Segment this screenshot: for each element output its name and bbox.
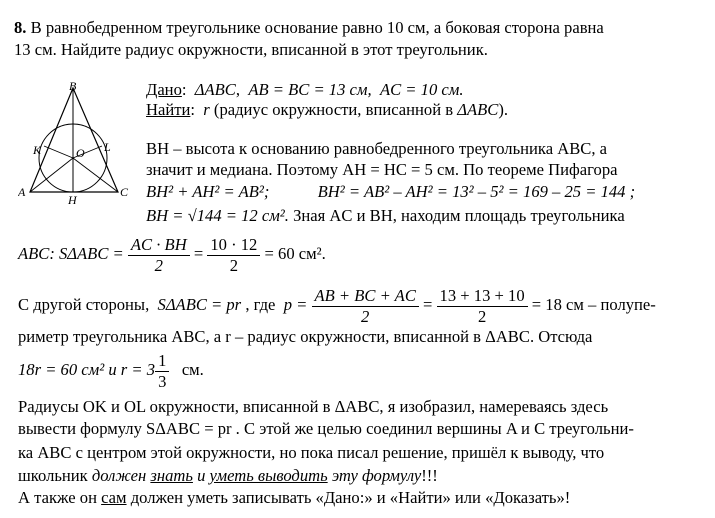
pythagoras-eq: BH² + AH² = AB²; [146,182,270,201]
find-end: ). [498,100,508,119]
radius-fraction-den: 3 [158,371,167,391]
other-side-text: С другой стороны, [18,295,150,314]
given-triangle: ΔABC [194,80,236,99]
perimeter-text: риметр треугольника ABC, а r – радиус окружности, вписанной в ΔABC. Отсюда [18,327,593,346]
comment-line-4 [18,466,438,486]
p-fraction-1-num: AB + BC + AC [312,286,419,307]
given-eq-base: AC = 10 см. [379,80,464,99]
find-triangle: ΔABC [457,100,499,119]
radius-equation: 18r = 60 см² и r = 3 [18,360,156,379]
radius-ok [44,146,73,158]
area-fraction-1-num: AC · BH [128,235,190,256]
comment-5-rest: должен уметь записывать «Дано:» и «Найти» или «Доказать»! [130,488,571,507]
p-fraction-2-den: 2 [477,306,487,326]
area-fraction-1 [128,235,190,276]
radius-fraction [155,351,169,392]
solution-line-3 [146,182,635,202]
area-lhs: ABC: SΔABC = [18,244,124,263]
solution-line-1 [146,139,607,159]
comment-4-derive: уметь выводить [209,466,328,485]
bh-square-eq: BH² = AB² – AH² = 13² – 5² = 169 – 25 = 144 ; [317,182,636,201]
bh-value-eq: BH = √144 = 12 см². [146,206,289,225]
given-label: Дано [146,80,182,99]
area-fraction-2-num: 10 · 12 [207,235,260,256]
area-fraction-2 [207,235,260,276]
area-result: = 60 см². [264,244,326,263]
solution-text-1: BH – высота к основанию равнобедренного треугольника ABC, а [146,139,608,158]
comment-line-5 [18,488,570,508]
p-fraction-1 [312,286,419,327]
comment-5-a: А также он [18,488,97,507]
spr-formula: SΔABC = pr [157,295,242,314]
problem-text-2: 13 см. Найдите радиус окружности, вписанной в этот треугольник. [14,40,488,59]
comment-line-1 [18,397,608,417]
find-line: Найти: r (радиус окружности, вписанной в ΔABC). [146,100,508,119]
p-fraction-2 [437,286,528,327]
comment-text-3: ка ABC с центром этой окружности, но пока писал решение, пришёл к выводу, что [18,443,605,462]
comment-line-3 [18,443,604,463]
solution-line-2 [146,160,618,180]
perimeter-line [18,327,592,347]
label-a: A [18,185,26,199]
p-fraction-1-den: 2 [361,306,370,326]
comment-4-exclaim: !!! [421,466,438,485]
comment-text-2: вывести формулу SΔABC = pr . С этой же целью соединил вершины A и C треугольни- [18,419,634,438]
where-text: , где [245,295,276,314]
label-l: L [104,140,111,154]
comment-4-a: школьник [18,466,88,485]
solution-text-2: значит и медиана. Поэтому AH = HC = 5 см. По теореме Пифагора [146,160,618,179]
comment-4-and: и [197,466,206,485]
given-line: Дано: ΔABC, AB = BC = 13 см, AC = 10 см. [146,80,464,99]
find-label: Найти [146,100,191,119]
area-fraction-1-den: 2 [154,255,163,275]
radius-result-line [18,350,204,392]
p-result: = 18 см – полупе- [531,295,656,314]
comment-5-self: сам [101,488,127,507]
label-k: K [33,143,42,157]
area-fraction-2-den: 2 [229,255,238,275]
p-fraction-2-num: 13 + 13 + 10 [437,286,528,307]
comment-line-2 [18,419,634,439]
find-var: r [203,100,210,119]
area-formula-line: ABC: SΔABC = $\frac{AC \cdot BH}{2}$ = $\frac{10 \cdot 12}{2}$ = 60 см². [18,234,326,275]
problem-text-1: В равнобедренном треугольнике основание равно 10 см, а боковая сторона равна [30,18,604,37]
problem-statement-line-2 [14,40,488,60]
p-lhs: p = [283,295,308,314]
problem-number: 8. [14,18,27,37]
comment-4-must: должен [91,466,147,485]
comment-4-formula: эту формулу [331,466,422,485]
semiperimeter-line: С другой стороны, SΔABC = pr , где p = $\frac{AB + BC + AC}{2}$ = $\frac{13 + 13 + 10}{2}$ = 18 см – полупе- [18,285,656,326]
triangle-figure [18,80,138,205]
problem-statement-line-1 [14,18,604,38]
comment-4-know: знать [150,466,193,485]
radius-unit: см. [181,360,204,379]
label-c: C [120,185,129,199]
find-text: (радиус окружности, вписанной в [213,100,454,119]
comment-text-1: Радиусы OK и OL окружности, вписанной в ΔABC, я изобразил, намереваясь здесь [18,397,609,416]
given-eq-sides: AB = BC = 13 см, [248,80,372,99]
label-o: O [76,146,85,160]
area-intro-text: Зная AC и BH, находим площадь треугольника [293,206,625,225]
label-h: H [68,193,77,205]
label-b: B [69,80,77,93]
radius-fraction-num: 1 [155,351,169,372]
solution-line-4 [146,206,625,226]
